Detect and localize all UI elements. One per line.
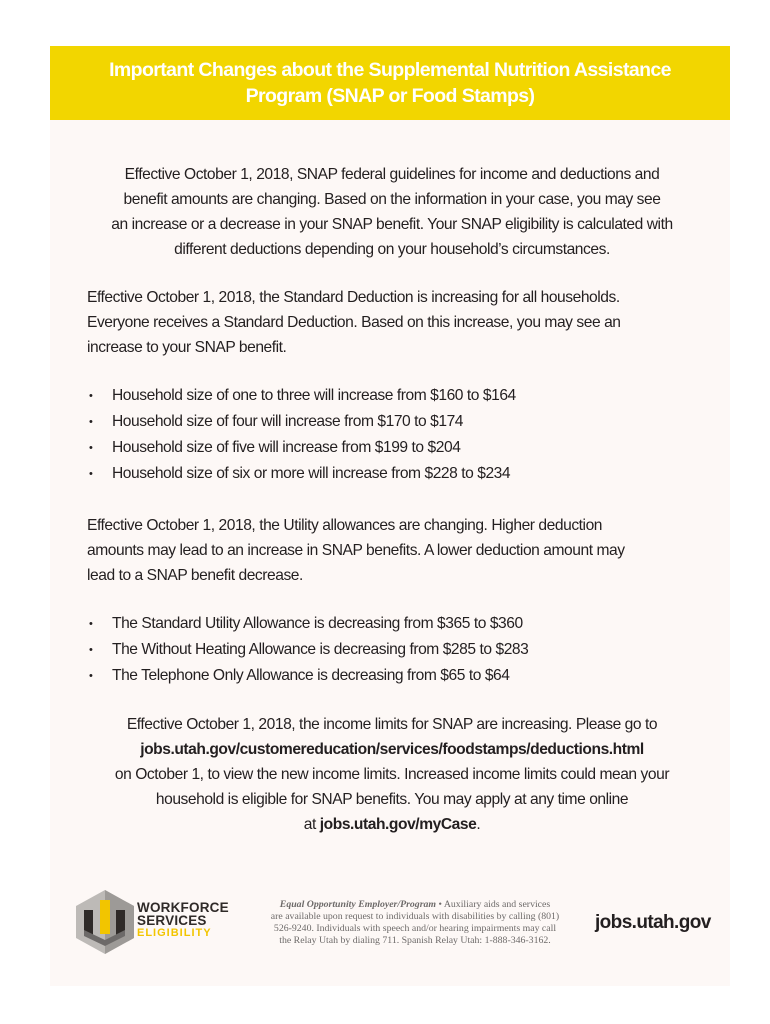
utility-line: Effective October 1, 2018, the Utility allowances are changing. Higher deduction — [87, 517, 603, 534]
intro-line: Effective October 1, 2018, SNAP federal guidelines for income and deductions and — [124, 166, 660, 183]
list-item: • The Without Heating Allowance is decreasing from $285 to $283 — [87, 637, 697, 663]
title-banner — [50, 46, 730, 120]
utility-line: amounts may lead to an increase in SNAP benefits. A lower deduction amount may — [87, 542, 625, 559]
jobs-utah-link[interactable]: jobs.utah.gov — [595, 912, 711, 933]
workforce-services-logo — [74, 886, 249, 956]
income-suffix: . — [476, 816, 481, 833]
list-item: • The Standard Utility Allowance is decreasing from $365 to $360 — [87, 611, 697, 637]
list-item: • Household size of four will increase from $170 to $174 — [87, 409, 697, 435]
list-item: • Household size of one to three will increase from $160 to $164 — [87, 383, 697, 409]
income-prefix: at — [303, 816, 320, 833]
list-item: • Household size of six or more will increase from $228 to $234 — [87, 461, 697, 487]
eeo-line: the Relay Utah by dialing 711. Spanish Relay Utah: 1-888-346-3162. — [279, 935, 551, 946]
intro-paragraph — [87, 162, 697, 262]
logo-services: SERVICES — [137, 913, 207, 928]
income-line: household is eligible for SNAP benefits. You may apply at any time online — [155, 791, 629, 808]
title-line-2: Program (SNAP or Food Stamps) — [245, 85, 535, 107]
utility-line: lead to a SNAP benefit decrease. — [87, 567, 303, 584]
income-paragraph — [87, 712, 697, 837]
workforce-logo-mark-icon — [74, 888, 136, 954]
standard-deduction-list — [87, 383, 697, 487]
income-line: on October 1, to view the new income limits. Increased income limits could mean your — [114, 766, 670, 783]
income-line: Effective October 1, 2018, the income limits for SNAP are increasing. Please go to — [126, 716, 658, 733]
utility-list — [87, 611, 697, 689]
intro-line: different deductions depending on your household’s circumstances. — [174, 241, 610, 258]
eeo-line1-rest: • Auxiliary aids and services — [436, 899, 551, 910]
eeo-line — [255, 899, 575, 911]
eeo-line: are available upon request to individuals with disabilities by calling (801) — [270, 911, 560, 922]
standard-deduction-line: increase to your SNAP benefit. — [87, 339, 287, 356]
logo-workforce: WORKFORCE — [137, 900, 229, 915]
standard-deduction-line: Everyone receives a Standard Deduction. Based on this increase, you may see an — [87, 314, 621, 331]
logo-wordmark — [137, 901, 229, 940]
intro-line: an increase or a decrease in your SNAP benefit. Your SNAP eligibility is calculated with — [111, 216, 673, 233]
standard-deduction-line: Effective October 1, 2018, the Standard Deduction is increasing for all households. — [87, 289, 620, 306]
deductions-link[interactable]: jobs.utah.gov/customereducation/services/foodstamps/deductions.html — [140, 741, 644, 758]
eeo-lead: Equal Opportunity Employer/Program — [279, 899, 437, 910]
utility-paragraph — [87, 513, 697, 588]
intro-line: benefit amounts are changing. Based on the information in your case, you may see — [123, 191, 661, 208]
document-page — [50, 46, 730, 986]
footer — [50, 886, 730, 966]
title-line-1: Important Changes about the Supplemental Nutrition Assistance — [109, 59, 671, 81]
income-line-final — [87, 812, 697, 837]
standard-deduction-paragraph — [87, 285, 697, 360]
list-item: • The Telephone Only Allowance is decreasing from $65 to $64 — [87, 663, 697, 689]
mycase-link[interactable]: jobs.utah.gov/myCase — [319, 816, 477, 833]
equal-opportunity-notice — [255, 899, 575, 947]
list-item: • Household size of five will increase from $199 to $204 — [87, 435, 697, 461]
eeo-line: 526-9240. Individuals with speech and/or hearing impairments may call — [273, 923, 557, 934]
notice-body — [87, 162, 697, 837]
logo-eligibility: ELIGIBILITY — [137, 927, 212, 939]
